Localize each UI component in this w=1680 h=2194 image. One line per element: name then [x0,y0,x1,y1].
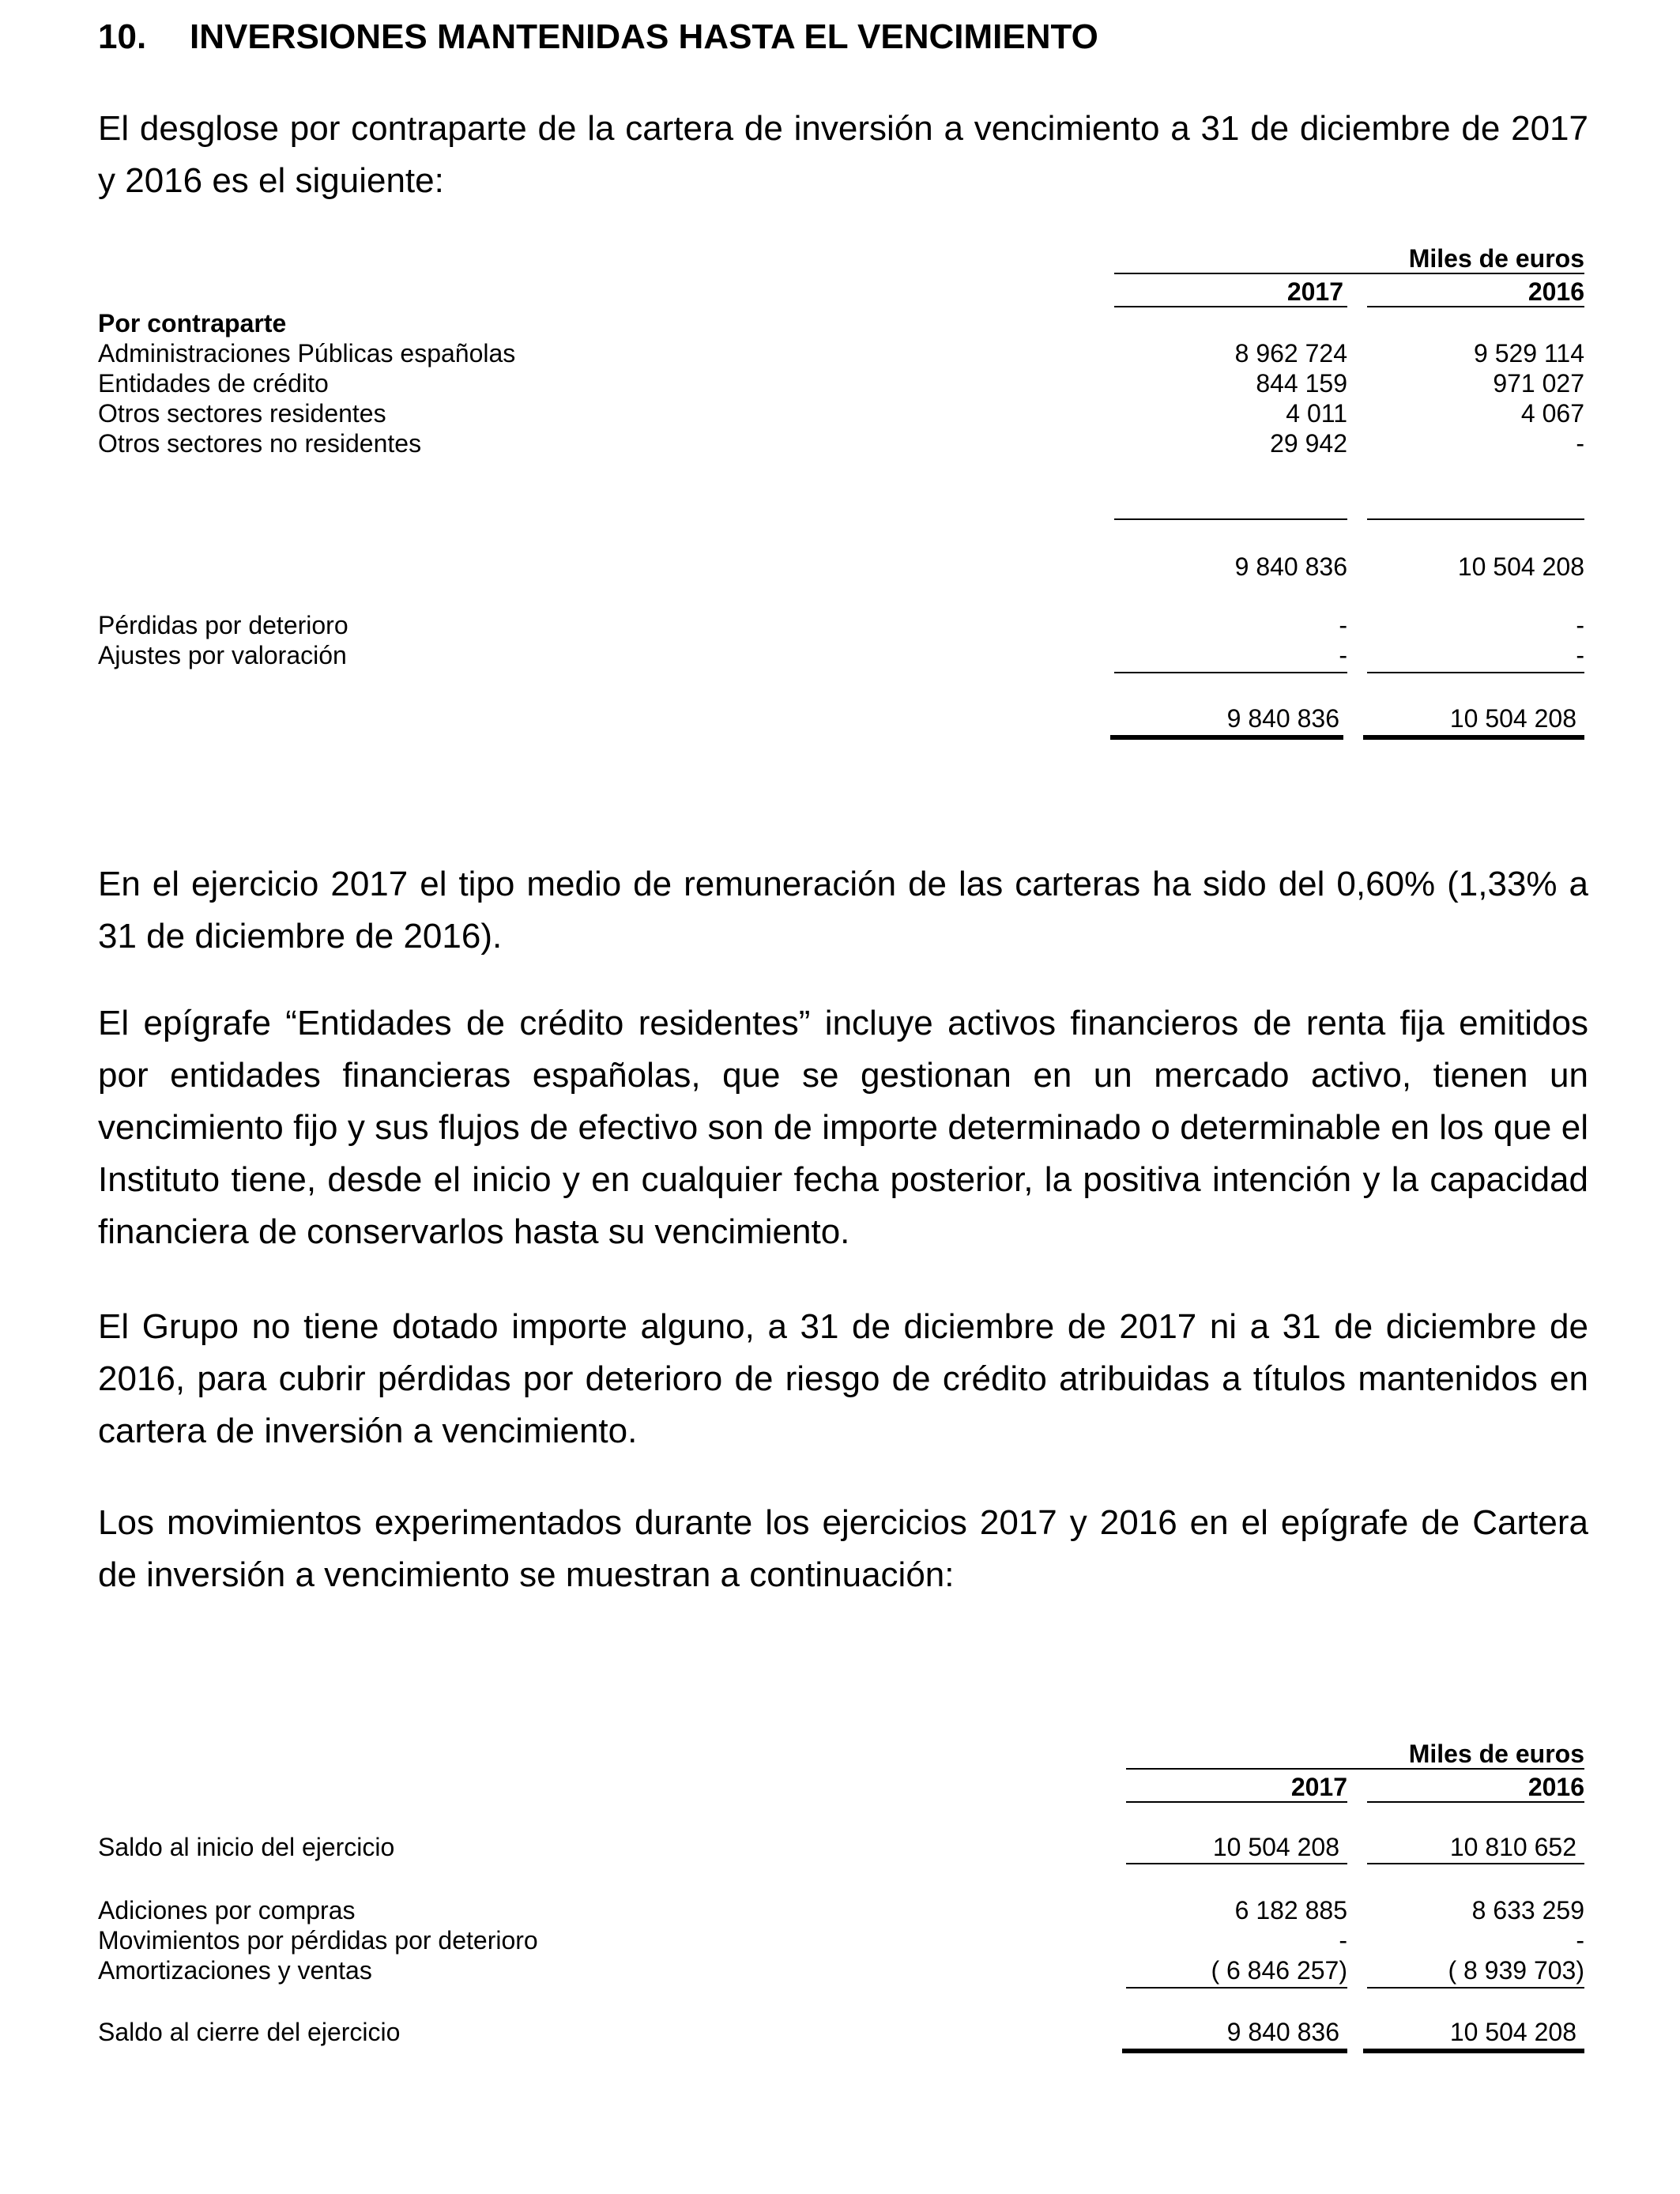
table1-unit-header: Miles de euros [1408,244,1584,273]
table-row-value-2017: 844 159 [1256,369,1347,398]
table-row-label: Administraciones Públicas españolas [98,339,516,368]
table-row-label: Adiciones por compras [98,1896,356,1924]
table-row-value-2017: 29 942 [1270,429,1347,458]
table1-col1-rule [1114,306,1347,307]
table1-total-rule-2017 [1110,735,1343,740]
table-row-value-2016: - [1576,1926,1584,1955]
table-row-label: Movimientos por pérdidas por deterioro [98,1926,538,1955]
table2-col-2017: 2017 [1290,1773,1347,1801]
table-row-label: Otros sectores no residentes [98,429,422,458]
table-row-value-2017: 8 962 724 [1234,339,1347,368]
table1-total-2017: 9 840 836 [1226,704,1339,733]
credit-entities-paragraph: El epígrafe “Entidades de crédito residentes” incluye activos financieros de renta fija emitidos por entidades financieras españolas, que se gestionan en un mercado activo, tienen un vencimiento fijo y sus flujos de efectivo son de importe determinado o determinable en los que el Instituto tiene, desde el inicio y en cualquier fecha posterior, la positiva intención y la capacidad financiera de conservarlos hasta su vencimiento. [98,1004,1588,1251]
table2-col-2016: 2016 [1527,1773,1584,1801]
table-row-label: Pérdidas por deterioro [98,611,348,639]
table-row-value-2016: ( 8 939 703) [1448,1956,1584,1985]
table-row-label: Saldo al inicio del ejercicio [98,1833,395,1861]
impairment-paragraph: El Grupo no tiene dotado importe alguno, a 31 de diciembre de 2017 ni a 31 de diciembre de 2016, para cubrir pérdidas por deterioro de riesgo de crédito atribuidas a títulos mantenidos en cartera de inversión a vencimiento. [98,1307,1588,1450]
section-number: 10. [98,17,147,56]
table1-section-label: Por contraparte [98,309,287,337]
table2-closing-rule-2016 [1363,2049,1584,2053]
table1-adjust-rule-2017 [1114,672,1347,673]
table-row-value-2017: - [1339,1926,1347,1955]
table1-adjust-rule-2016 [1367,672,1584,673]
table-row-label: Saldo al cierre del ejercicio [98,2018,401,2046]
table2-header-rule [1126,1768,1584,1770]
table1-subtotal-rule-2016 [1367,518,1584,520]
table-row-value-2016: - [1576,641,1584,669]
table-row-value-2017: 6 182 885 [1234,1896,1347,1924]
table-row-value-2016: 10 504 208 [1449,2018,1576,2046]
table-row-value-2016: 971 027 [1493,369,1584,398]
movements-intro-paragraph: Los movimientos experimentados durante los ejercicios 2017 y 2016 en el epígrafe de Cartera de inversión a vencimiento se muestran a continuación: [98,1503,1588,1594]
table-row-value-2017: 4 011 [1286,399,1347,428]
table-row-value-2017: - [1339,611,1347,639]
table-row-label: Otros sectores residentes [98,399,386,428]
table2-opening-rule-2016 [1367,1863,1584,1864]
table1-subtotal-2017: 9 840 836 [1234,552,1347,581]
table-row-label: Ajustes por valoración [98,641,347,669]
table-row-value-2017: ( 6 846 257) [1211,1956,1347,1985]
table1-col-2016: 2016 [1527,277,1584,306]
table1-total-2016: 10 504 208 [1449,704,1576,733]
table2-col1-rule [1126,1801,1347,1803]
table2-opening-rule-2017 [1126,1863,1347,1864]
section-title: INVERSIONES MANTENIDAS HASTA EL VENCIMIENTO [190,17,1098,56]
table-row-value-2017: 9 840 836 [1226,2018,1339,2046]
table1-col-2017: 2017 [1286,277,1343,306]
rate-paragraph: En el ejercicio 2017 el tipo medio de remuneración de las carteras ha sido del 0,60% (1,33% a 31 de diciembre de 2016). [98,865,1588,956]
table-row-value-2016: - [1576,611,1584,639]
table-row-label: Entidades de crédito [98,369,329,398]
section-heading [98,17,1098,57]
table-row-value-2016: - [1576,429,1584,458]
table-row-value-2017: - [1339,641,1347,669]
table-row-value-2017: 10 504 208 [1212,1833,1339,1861]
table2-unit-header: Miles de euros [1408,1740,1584,1768]
intro-paragraph: El desglose por contraparte de la cartera de inversión a vencimiento a 31 de diciembre de 2017 y 2016 es el siguiente: [98,109,1588,200]
table1-header-rule [1114,273,1584,274]
table-row-label: Amortizaciones y ventas [98,1956,372,1985]
table2-closing-rule-2017 [1122,2049,1347,2053]
table2-movements-rule-2016 [1367,1987,1584,1989]
table1-subtotal-2016: 10 504 208 [1457,552,1584,581]
table1-subtotal-rule-2017 [1114,518,1347,520]
table2-col2-rule [1367,1801,1584,1803]
table-row-value-2016: 9 529 114 [1474,339,1584,368]
table1-total-rule-2016 [1363,735,1584,740]
table-row-value-2016: 4 067 [1520,399,1584,428]
table2-movements-rule-2017 [1126,1987,1347,1989]
table1-col2-rule [1367,306,1584,307]
table-row-value-2016: 8 633 259 [1471,1896,1584,1924]
table-row-value-2016: 10 810 652 [1449,1833,1576,1861]
